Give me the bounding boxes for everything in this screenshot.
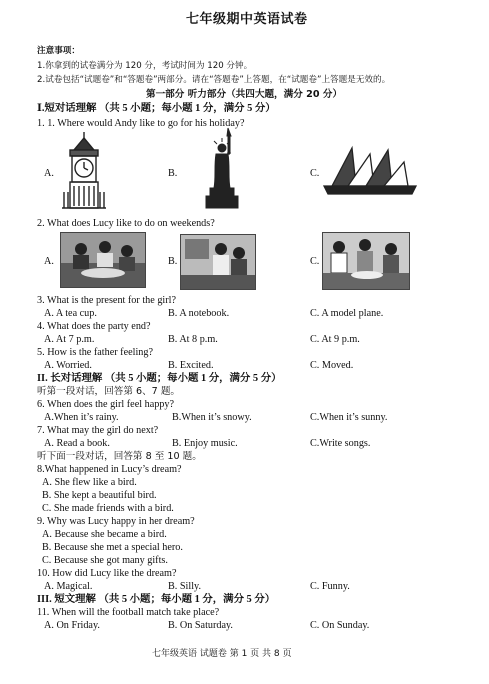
question-9: 9. Why was Lucy happy in her dream?	[37, 516, 195, 527]
q10-option-a: A. Magical.	[44, 581, 93, 592]
question-7: 7. What may the girl do next?	[37, 425, 159, 436]
notice-1: 1.你拿到的试卷满分为 120 分，考试时间为 120 分钟。	[37, 61, 253, 71]
question-10: 10. How did Lucy like the dream?	[37, 568, 177, 579]
q6-option-b: B.When it’s snowy.	[172, 412, 252, 423]
question-2: 2. What does Lucy like to do on weekends?	[37, 218, 215, 229]
q5-option-c: C. Moved.	[310, 360, 354, 371]
question-3: 3. What is the present for the girl?	[37, 295, 176, 306]
part1-heading: 第一部分 听力部分（共四大题，满分 20 分）	[146, 89, 343, 100]
q7-option-b: B. Enjoy music.	[172, 438, 238, 449]
q8-option-b: B. She kept a beautiful bird.	[42, 490, 157, 501]
question-11: 11. When will the football match take place?	[37, 607, 220, 618]
sydney-opera-house-icon	[322, 142, 418, 198]
people-eating-photo	[60, 232, 146, 288]
q2-option-a: A.	[44, 256, 54, 267]
statue-of-liberty-icon	[200, 126, 244, 210]
q2-option-b: B.	[168, 256, 178, 267]
q3-option-b: B. A notebook.	[168, 308, 230, 319]
question-6: 6. When does the girl feel happy?	[37, 399, 175, 410]
dialog2-intro: 听下面一段对话，回答第 8 至 10 题。	[37, 451, 202, 462]
q7-option-a: A. Read a book.	[44, 438, 110, 449]
q9-option-b: B. Because she met a special hero.	[42, 542, 183, 553]
q1-option-b: B.	[168, 168, 178, 179]
q4-option-b: B. At 8 p.m.	[168, 334, 218, 345]
q11-option-b: B. On Saturday.	[168, 620, 233, 631]
section1-heading: Ⅰ.短对话理解 （共 5 小题；每小题 1 分，满分 5 分）	[37, 103, 276, 114]
q9-option-a: A. Because she became a bird.	[42, 529, 167, 540]
q6-option-a: A.When it’s rainy.	[44, 412, 119, 423]
q8-option-c: C. She made friends with a bird.	[42, 503, 174, 514]
q4-option-a: A. At 7 p.m.	[44, 334, 95, 345]
q10-option-c: C. Funny.	[310, 581, 350, 592]
q3-option-a: A. A tea cup.	[44, 308, 97, 319]
notice-2: 2.试卷包括“试题卷”和“答题卷”两部分。请在“答题卷”上答题，在“试题卷”上答题是无效的。	[37, 75, 391, 85]
dialog1-intro: 听第一段对话，回答第 6、7 题。	[37, 386, 181, 397]
people-working-photo	[180, 234, 256, 290]
q11-option-a: A. On Friday.	[44, 620, 100, 631]
q2-option-c: C.	[310, 256, 320, 267]
q1-option-a: A.	[44, 168, 54, 179]
section2-heading: II. 长对话理解 （共 5 小题；每小题 1 分，满分 5 分）	[37, 373, 282, 384]
q8-option-a: A. She flew like a bird.	[42, 477, 137, 488]
q6-option-c: C.When it’s sunny.	[310, 412, 388, 423]
q11-option-c: C. On Sunday.	[310, 620, 370, 631]
q9-option-c: C. Because she got many gifts.	[42, 555, 168, 566]
people-cooking-photo	[322, 232, 410, 290]
question-8: 8.What happened in Lucy’s dream?	[37, 464, 182, 475]
question-4: 4. What does the party end?	[37, 321, 151, 332]
q5-option-a: A. Worried.	[44, 360, 92, 371]
page-footer: 七年级英语 试题卷 第 1 页 共 8 页	[152, 649, 292, 659]
q7-option-c: C.Write songs.	[310, 438, 371, 449]
section3-heading: III. 短文理解 （共 5 小题；每小题 1 分，满分 5 分）	[37, 594, 276, 605]
big-ben-icon	[60, 130, 108, 210]
notice-label: 注意事项：	[37, 46, 80, 56]
q10-option-b: B. Silly.	[168, 581, 202, 592]
q5-option-b: B. Excited.	[168, 360, 214, 371]
q1-option-c: C.	[310, 168, 320, 179]
q3-option-c: C. A model plane.	[310, 308, 384, 319]
question-1: 1. 1. Where would Andy like to go for his holiday?	[37, 118, 245, 129]
q4-option-c: C. At 9 p.m.	[310, 334, 360, 345]
page-title: 七年级期中英语试卷	[186, 12, 308, 27]
question-5: 5. How is the father feeling?	[37, 347, 153, 358]
